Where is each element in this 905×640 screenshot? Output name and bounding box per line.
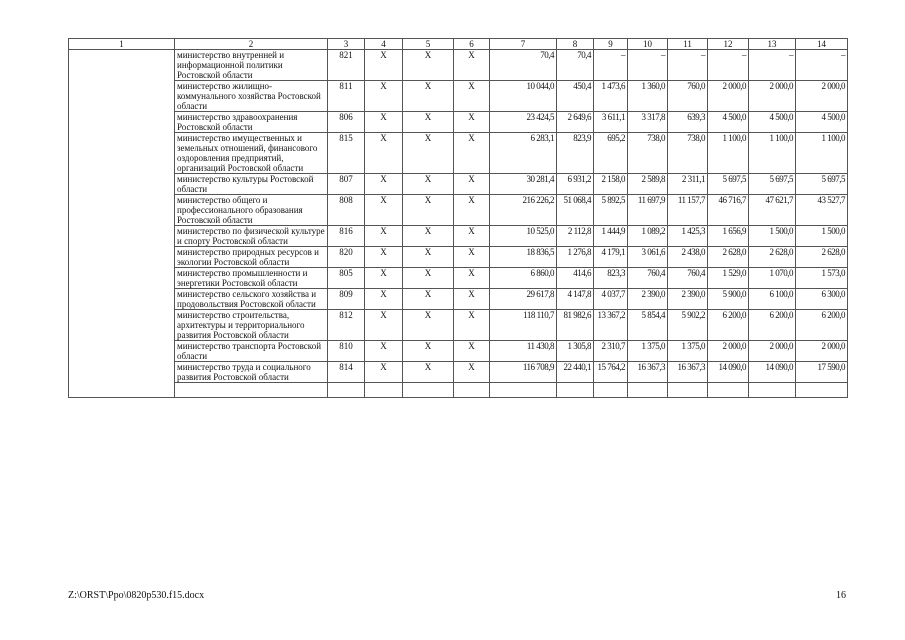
ministry-code: 811 bbox=[328, 81, 365, 112]
table-cell: X bbox=[454, 112, 490, 133]
column-header: 1 bbox=[69, 39, 175, 50]
table-cell: X bbox=[365, 310, 403, 341]
amount-cell: 1 573,0 bbox=[796, 268, 848, 289]
table-row bbox=[69, 341, 848, 362]
amount-cell: 46 716,7 bbox=[708, 195, 749, 226]
amount-cell: 16 367,3 bbox=[668, 362, 708, 383]
table-cell: X bbox=[365, 268, 403, 289]
amount-cell: 216 226,2 bbox=[490, 195, 557, 226]
amount-cell: 1 070,0 bbox=[749, 268, 796, 289]
table-filler-row bbox=[69, 383, 848, 398]
amount-cell: 2 000,0 bbox=[749, 341, 796, 362]
amount-cell: 5 902,2 bbox=[668, 310, 708, 341]
amount-cell: 4 179,1 bbox=[594, 247, 628, 268]
column-header: 5 bbox=[403, 39, 454, 50]
amount-cell: 1 100,0 bbox=[708, 133, 749, 174]
amount-cell: 15 764,2 bbox=[594, 362, 628, 383]
amount-cell: 2 649,6 bbox=[557, 112, 594, 133]
organization-name: министерство строительства, архитектуры и территориального развития Ростовской области bbox=[175, 310, 328, 341]
amount-cell: 1 500,0 bbox=[749, 226, 796, 247]
amount-cell: 5 697,5 bbox=[796, 174, 848, 195]
column-header: 2 bbox=[175, 39, 328, 50]
table-cell: X bbox=[403, 81, 454, 112]
table-row bbox=[69, 174, 848, 195]
amount-cell: 1 375,0 bbox=[668, 341, 708, 362]
amount-cell: 116 708,9 bbox=[490, 362, 557, 383]
table-cell: X bbox=[454, 341, 490, 362]
amount-cell: 11 157,7 bbox=[668, 195, 708, 226]
amount-cell: 695,2 bbox=[594, 133, 628, 174]
amount-cell: 1 425,3 bbox=[668, 226, 708, 247]
column-header: 9 bbox=[594, 39, 628, 50]
amount-cell: 4 500,0 bbox=[796, 112, 848, 133]
column-header: 8 bbox=[557, 39, 594, 50]
amount-cell: 81 982,6 bbox=[557, 310, 594, 341]
organization-name: министерство имущественных и земельных отношений, финансового оздоровления предприятий, организаций Ростовской области bbox=[175, 133, 328, 174]
amount-cell: – bbox=[708, 50, 749, 81]
organization-name: министерство труда и социального развития Ростовской области bbox=[175, 362, 328, 383]
amount-cell: 6 100,0 bbox=[749, 289, 796, 310]
amount-cell: 760,4 bbox=[628, 268, 668, 289]
amount-cell: 47 621,7 bbox=[749, 195, 796, 226]
ministry-code: 806 bbox=[328, 112, 365, 133]
table-row bbox=[69, 195, 848, 226]
table-cell: X bbox=[365, 362, 403, 383]
footer-file-path: Z:\ORST\Ppo\0820p530.f15.docx bbox=[68, 590, 205, 601]
amount-cell: 2 000,0 bbox=[708, 81, 749, 112]
amount-cell: 2 000,0 bbox=[749, 81, 796, 112]
amount-cell: 823,3 bbox=[594, 268, 628, 289]
ministry-code: 809 bbox=[328, 289, 365, 310]
empty-cell bbox=[668, 383, 708, 398]
table-row bbox=[69, 81, 848, 112]
ministry-code: 816 bbox=[328, 226, 365, 247]
ministry-code: 814 bbox=[328, 362, 365, 383]
amount-cell: – bbox=[594, 50, 628, 81]
column-header: 4 bbox=[365, 39, 403, 50]
amount-cell: 10 044,0 bbox=[490, 81, 557, 112]
empty-cell bbox=[594, 383, 628, 398]
amount-cell: 13 367,2 bbox=[594, 310, 628, 341]
table-cell: X bbox=[454, 81, 490, 112]
amount-cell: 1 529,0 bbox=[708, 268, 749, 289]
amount-cell: 16 367,3 bbox=[628, 362, 668, 383]
amount-cell: – bbox=[796, 50, 848, 81]
table-cell: X bbox=[403, 362, 454, 383]
amount-cell: 6 200,0 bbox=[749, 310, 796, 341]
amount-cell: 2 311,1 bbox=[668, 174, 708, 195]
ministry-code: 805 bbox=[328, 268, 365, 289]
amount-cell: 18 836,5 bbox=[490, 247, 557, 268]
amount-cell: 2 158,0 bbox=[594, 174, 628, 195]
amount-cell: 1 305,8 bbox=[557, 341, 594, 362]
amount-cell: 639,3 bbox=[668, 112, 708, 133]
empty-cell bbox=[490, 383, 557, 398]
amount-cell: 23 424,5 bbox=[490, 112, 557, 133]
empty-cell bbox=[365, 383, 403, 398]
table-cell: X bbox=[403, 341, 454, 362]
column-header: 11 bbox=[668, 39, 708, 50]
table-cell: X bbox=[403, 310, 454, 341]
table-cell: X bbox=[454, 268, 490, 289]
table-row bbox=[69, 247, 848, 268]
amount-cell: 2 390,0 bbox=[628, 289, 668, 310]
empty-cell bbox=[454, 383, 490, 398]
amount-cell: 1 089,2 bbox=[628, 226, 668, 247]
amount-cell: 1 656,9 bbox=[708, 226, 749, 247]
table-cell: X bbox=[454, 195, 490, 226]
table-cell: X bbox=[365, 112, 403, 133]
amount-cell: 4 500,0 bbox=[749, 112, 796, 133]
ministry-code: 810 bbox=[328, 341, 365, 362]
empty-cell bbox=[175, 383, 328, 398]
empty-cell bbox=[69, 50, 175, 398]
organization-name: министерство промышленности и энергетики Ростовской области bbox=[175, 268, 328, 289]
ministry-code: 821 bbox=[328, 50, 365, 81]
table-row bbox=[69, 133, 848, 174]
amount-cell: 6 860,0 bbox=[490, 268, 557, 289]
table-cell: X bbox=[403, 50, 454, 81]
amount-cell: 2 000,0 bbox=[708, 341, 749, 362]
page-number: 16 bbox=[836, 590, 846, 601]
table-cell: X bbox=[403, 268, 454, 289]
organization-name: министерство природных ресурсов и экологии Ростовской области bbox=[175, 247, 328, 268]
amount-cell: 4 147,8 bbox=[557, 289, 594, 310]
empty-cell bbox=[557, 383, 594, 398]
amount-cell: 11 697,9 bbox=[628, 195, 668, 226]
amount-cell: – bbox=[668, 50, 708, 81]
ministry-code: 815 bbox=[328, 133, 365, 174]
amount-cell: 414,6 bbox=[557, 268, 594, 289]
amount-cell: 2 000,0 bbox=[796, 341, 848, 362]
amount-cell: 738,0 bbox=[668, 133, 708, 174]
table-cell: X bbox=[365, 50, 403, 81]
amount-cell: 6 200,0 bbox=[796, 310, 848, 341]
ministry-code: 808 bbox=[328, 195, 365, 226]
amount-cell: 11 430,8 bbox=[490, 341, 557, 362]
amount-cell: 760,4 bbox=[668, 268, 708, 289]
amount-cell: 2 628,0 bbox=[708, 247, 749, 268]
table-row bbox=[69, 50, 848, 81]
column-header: 13 bbox=[749, 39, 796, 50]
organization-name: министерство культуры Ростовской области bbox=[175, 174, 328, 195]
table-row bbox=[69, 310, 848, 341]
amount-cell: 2 589,8 bbox=[628, 174, 668, 195]
table-cell: X bbox=[454, 226, 490, 247]
table-row bbox=[69, 226, 848, 247]
table-cell: X bbox=[403, 195, 454, 226]
table-cell: X bbox=[454, 133, 490, 174]
column-header: 3 bbox=[328, 39, 365, 50]
table-cell: X bbox=[365, 341, 403, 362]
amount-cell: 30 281,4 bbox=[490, 174, 557, 195]
amount-cell: 2 310,7 bbox=[594, 341, 628, 362]
empty-cell bbox=[328, 383, 365, 398]
ministry-code: 807 bbox=[328, 174, 365, 195]
amount-cell: 1 276,8 bbox=[557, 247, 594, 268]
table-cell: X bbox=[365, 81, 403, 112]
column-header: 12 bbox=[708, 39, 749, 50]
amount-cell: 1 375,0 bbox=[628, 341, 668, 362]
amount-cell: 1 444,9 bbox=[594, 226, 628, 247]
table-row bbox=[69, 112, 848, 133]
amount-cell: 5 697,5 bbox=[749, 174, 796, 195]
amount-cell: 450,4 bbox=[557, 81, 594, 112]
table-cell: X bbox=[454, 289, 490, 310]
budget-table bbox=[68, 38, 848, 398]
table-cell: X bbox=[454, 174, 490, 195]
column-header: 10 bbox=[628, 39, 668, 50]
amount-cell: 738,0 bbox=[628, 133, 668, 174]
organization-name: министерство внутренней и информационной политики Ростовской области bbox=[175, 50, 328, 81]
amount-cell: 2 628,0 bbox=[796, 247, 848, 268]
amount-cell: 2 628,0 bbox=[749, 247, 796, 268]
table-cell: X bbox=[403, 226, 454, 247]
empty-cell bbox=[796, 383, 848, 398]
amount-cell: 1 100,0 bbox=[749, 133, 796, 174]
ministry-code: 812 bbox=[328, 310, 365, 341]
table-cell: X bbox=[403, 247, 454, 268]
amount-cell: 22 440,1 bbox=[557, 362, 594, 383]
column-header: 6 bbox=[454, 39, 490, 50]
table-cell: X bbox=[403, 289, 454, 310]
amount-cell: 1 500,0 bbox=[796, 226, 848, 247]
amount-cell: 823,9 bbox=[557, 133, 594, 174]
organization-name: министерство транспорта Ростовской области bbox=[175, 341, 328, 362]
amount-cell: 1 473,6 bbox=[594, 81, 628, 112]
empty-cell bbox=[403, 383, 454, 398]
amount-cell: 5 900,0 bbox=[708, 289, 749, 310]
table-cell: X bbox=[403, 112, 454, 133]
table-cell: X bbox=[365, 195, 403, 226]
table-cell: X bbox=[365, 289, 403, 310]
amount-cell: 4 037,7 bbox=[594, 289, 628, 310]
amount-cell: 10 525,0 bbox=[490, 226, 557, 247]
empty-cell bbox=[708, 383, 749, 398]
table-row bbox=[69, 268, 848, 289]
amount-cell: 760,0 bbox=[668, 81, 708, 112]
column-header: 7 bbox=[490, 39, 557, 50]
amount-cell: – bbox=[749, 50, 796, 81]
amount-cell: 118 110,7 bbox=[490, 310, 557, 341]
empty-cell bbox=[628, 383, 668, 398]
amount-cell: 43 527,7 bbox=[796, 195, 848, 226]
amount-cell: 6 300,0 bbox=[796, 289, 848, 310]
amount-cell: 6 200,0 bbox=[708, 310, 749, 341]
amount-cell: 2 112,8 bbox=[557, 226, 594, 247]
amount-cell: 1 100,0 bbox=[796, 133, 848, 174]
amount-cell: 3 611,1 bbox=[594, 112, 628, 133]
amount-cell: – bbox=[628, 50, 668, 81]
ministry-code: 820 bbox=[328, 247, 365, 268]
table-cell: X bbox=[365, 226, 403, 247]
amount-cell: 3 317,8 bbox=[628, 112, 668, 133]
organization-name: министерство здравоохранения Ростовской области bbox=[175, 112, 328, 133]
amount-cell: 1 360,0 bbox=[628, 81, 668, 112]
organization-name: министерство жилищно-коммунального хозяйства Ростовской области bbox=[175, 81, 328, 112]
table-header-row bbox=[69, 39, 848, 50]
table-cell: X bbox=[403, 133, 454, 174]
amount-cell: 70,4 bbox=[490, 50, 557, 81]
table-cell: X bbox=[365, 247, 403, 268]
organization-name: министерство общего и профессионального образования Ростовской области bbox=[175, 195, 328, 226]
table-cell: X bbox=[454, 247, 490, 268]
amount-cell: 4 500,0 bbox=[708, 112, 749, 133]
table-row bbox=[69, 362, 848, 383]
amount-cell: 2 000,0 bbox=[796, 81, 848, 112]
table-row bbox=[69, 289, 848, 310]
amount-cell: 5 892,5 bbox=[594, 195, 628, 226]
empty-cell bbox=[749, 383, 796, 398]
table-body bbox=[69, 50, 848, 398]
amount-cell: 2 390,0 bbox=[668, 289, 708, 310]
table-cell: X bbox=[403, 174, 454, 195]
table-cell: X bbox=[365, 133, 403, 174]
amount-cell: 14 090,0 bbox=[749, 362, 796, 383]
organization-name: министерство по физической культуре и спорту Ростовской области bbox=[175, 226, 328, 247]
amount-cell: 5 854,4 bbox=[628, 310, 668, 341]
amount-cell: 29 617,8 bbox=[490, 289, 557, 310]
organization-name: министерство сельского хозяйства и продовольствия Ростовской области bbox=[175, 289, 328, 310]
table-cell: X bbox=[454, 362, 490, 383]
column-header: 14 bbox=[796, 39, 848, 50]
amount-cell: 17 590,0 bbox=[796, 362, 848, 383]
amount-cell: 5 697,5 bbox=[708, 174, 749, 195]
amount-cell: 6 931,2 bbox=[557, 174, 594, 195]
amount-cell: 3 061,6 bbox=[628, 247, 668, 268]
amount-cell: 14 090,0 bbox=[708, 362, 749, 383]
amount-cell: 70,4 bbox=[557, 50, 594, 81]
amount-cell: 2 438,0 bbox=[668, 247, 708, 268]
table-cell: X bbox=[454, 310, 490, 341]
amount-cell: 6 283,1 bbox=[490, 133, 557, 174]
table-cell: X bbox=[365, 174, 403, 195]
table-cell: X bbox=[454, 50, 490, 81]
amount-cell: 51 068,4 bbox=[557, 195, 594, 226]
